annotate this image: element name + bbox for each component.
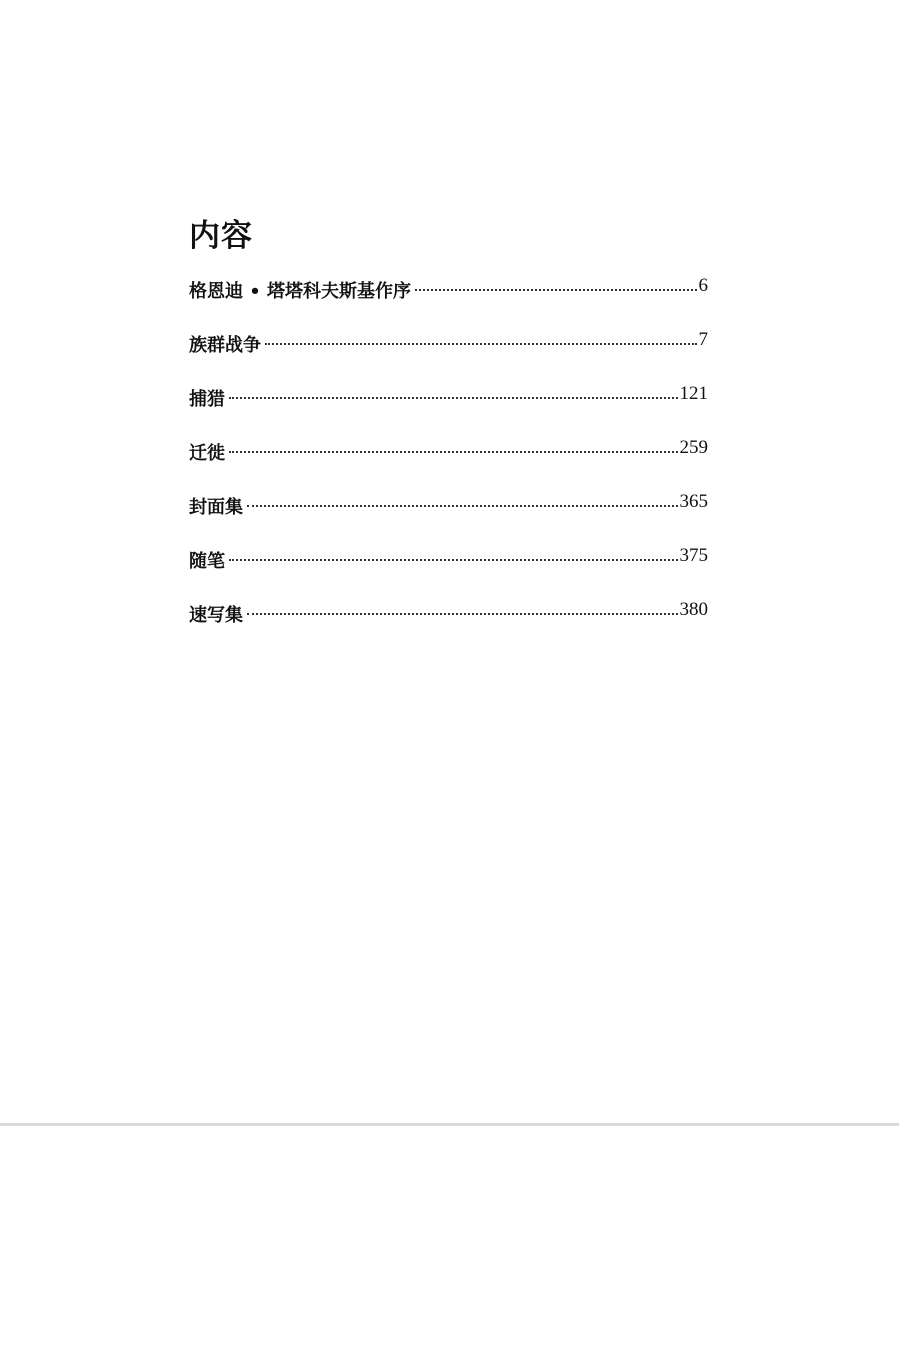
toc-page-number: 6	[698, 275, 708, 296]
toc-page-number: 7	[698, 329, 708, 350]
toc-entry-clan-war[interactable]	[189, 331, 708, 385]
dot-leader	[229, 397, 678, 399]
toc-page-number: 121	[679, 383, 708, 404]
toc-entry-title: 速写集	[189, 605, 243, 626]
toc-entry-title: 随笔	[189, 551, 225, 572]
dot-leader	[229, 559, 678, 561]
toc-heading: 内容	[189, 218, 253, 254]
dot-leader	[247, 613, 678, 615]
toc-page-number: 259	[679, 437, 708, 458]
toc-entry-title: 格恩迪 • 塔塔科夫斯基作序	[189, 281, 412, 302]
toc-entry-essays[interactable]	[189, 547, 708, 601]
dot-leader	[247, 505, 678, 507]
toc-page-number: 365	[679, 491, 708, 512]
toc-entry-title: 族群战争	[189, 335, 261, 356]
toc-entry-sketches[interactable]	[189, 601, 708, 655]
toc-page-number: 380	[679, 599, 708, 620]
toc-page-number: 375	[679, 545, 708, 566]
toc-entry-hunting[interactable]	[189, 385, 708, 439]
toc-entry-foreword[interactable]	[189, 277, 708, 331]
page-divider	[0, 1123, 899, 1126]
dot-leader	[415, 289, 696, 291]
toc-entry-covers[interactable]	[189, 493, 708, 547]
dot-leader	[229, 451, 678, 453]
dot-leader	[265, 343, 697, 345]
table-of-contents	[189, 277, 708, 655]
toc-entry-title: 迁徙	[189, 443, 225, 464]
toc-entry-title: 封面集	[189, 497, 243, 518]
toc-entry-migration[interactable]	[189, 439, 708, 493]
toc-entry-title: 捕猎	[189, 389, 225, 410]
